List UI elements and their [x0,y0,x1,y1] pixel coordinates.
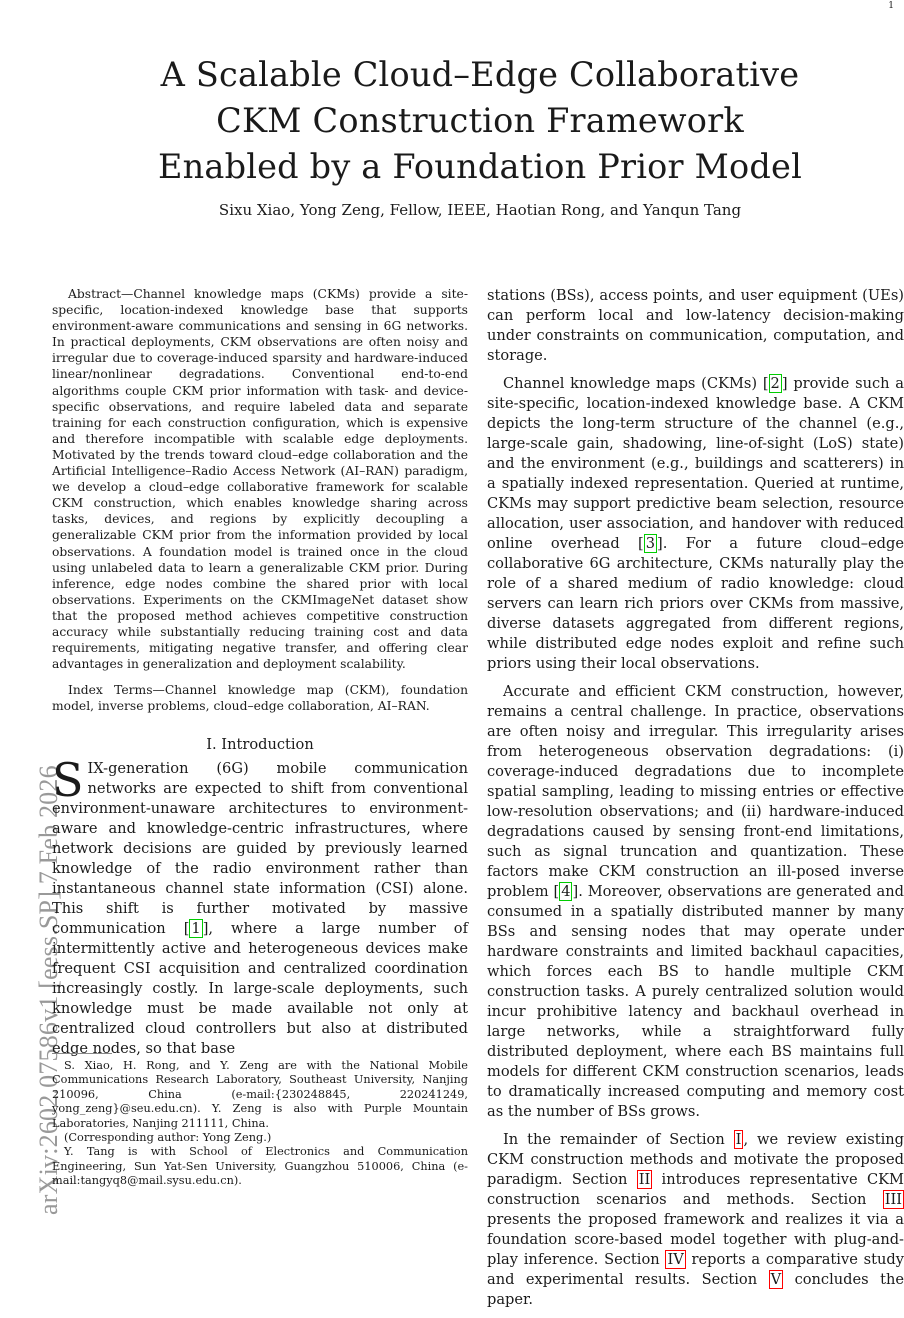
citation-link[interactable]: 4 [561,883,571,900]
text-run: concludes the paper. [487,1271,904,1308]
title-line: CKM Construction Framework [216,101,744,140]
paragraph: Accurate and efficient CKM construction, however, remains a central challenge. In practice, observations are often noisy and irregular. This irregularity arises from heterogeneous observation degradations: (i) coverage-induced degradations due to incomplete spatial sampling, leading to missing entries or effective low-resolution observations; and (ii) hardware-induced degradations caused by sensing front-end limitations, such as signal truncation and quantization. These factors make CKM construction an ill-posed inverse problem [ 4 ]. Moreover, observations are generated and consumed in a spatially distributed manner by many BSs and sensing nodes that may operate under hardware constraints and limited backhaul capacities, which forces each BS to handle multiple CKM construction tasks. A purely centralized solution would incur prohibitive latency and backhaul overhead in large networks, while a straightforward fully distributed deployment, where each BS maintains full models for different CKM construction scenarios, leads to dramatically increased computing and memory cost as the number of BSs grows. [487,683,904,1120]
text-run: Accurate and efficient CKM construction, however, remains a central challenge. In practice, observations are often noisy and irregular. This irregularity arises from heterogeneous observation degradations: (i) coverage-induced degradations due to incomplete spatial sampling, leading to missing entries or effective low-resolution observations; and (ii) hardware-induced degradations caused by sensing front-end limitations, such as signal truncation and quantization. These factors make CKM construction an ill-posed inverse problem [487,683,904,900]
abstract [52,286,468,672]
text-run: introduces representative CKM construction scenarios and methods. Section [487,1171,904,1208]
page-number: 1 [888,1,894,11]
text-run: , where a large number of intermittently active and heterogeneous devices make frequent CSI acquisition and centralized coordination increasingly costly. In large-scale deployments, such knowledge must be made available not only at centralized cloud controllers but also at distributed edge nodes, so that base [52,920,468,1058]
author-list: Sixu Xiao, Yong Zeng, Fellow, IEEE, Haotian Rong, and Yanqun Tang [218,201,742,219]
footnote-rule [52,1053,112,1054]
section-link[interactable]: V [770,1271,782,1288]
title-line: A Scalable Cloud–Edge Collaborative [160,55,800,94]
text-run: IX-generation (6G) mobile communication networks are expected to shift from conventional environment-unaware architectures to environment-aware and knowledge-centric infrastructures, where network decisions are guided by previously learned knowledge of the radio environment rather than instantaneous channel state information (CSI) alone. This shift is further motivated by massive communication [52,760,468,938]
right-column [487,286,904,1318]
index-terms-text: Index Terms—Channel knowledge map (CKM), foundation model, inverse problems, cloud–edge collaboration, AI–RAN. [52,683,468,714]
text-run: , we review existing CKM construction methods and motivate the proposed paradigm. Section [487,1131,904,1188]
citation-link[interactable]: 3 [645,535,656,552]
citation-link[interactable]: 2 [770,375,780,392]
section-link[interactable]: I [735,1131,742,1148]
abstract-text: Abstract—Channel knowledge maps (CKMs) provide a site-specific, location-indexed knowledge base that supports environment-aware communications and sensing in 6G networks. In practical deployments, CKM observations are often noisy and irregular due to coverage-induced sparsity and hardware-induced linear/nonlinear degradations. Conventional end-to-end algorithms couple CKM prior information with task- and device-specific observations, and require labeled data and separate training for each construction configuration, which is expensive and therefore incompatible with scalable edge deployments. Motivated by the trends toward cloud–edge collaboration and the Artificial Intelligence–Radio Access Network (AI–RAN) paradigm, we develop a cloud–edge collaborative framework for scalable CKM construction, which enables knowledge sharing across tasks, devices, and regions by explicitly decoupling a generalizable CKM prior from the information provided by local observations. A foundation model is trained once in the cloud using unlabeled data to learn a generalizable CKM prior. During inference, edge nodes combine the shared prior with local observations. Experiments on the CKMImageNet dataset show that the proposed method achieves competitive construction accuracy while substantially reducing training cost and data requirements, mitigating negative transfer, and offering clear advantages in generalization and deployment scalability. [52,287,468,672]
text-run: . Moreover, observations are generated and consumed in a spatially distributed manner by many BSs and sensing nodes that may operate under hardware constraints and limited backhaul capacities, which forces each BS to handle multiple CKM construction tasks. A purely centralized solution would incur prohibitive latency and backhaul overhead in large networks, while a straightforward fully distributed deployment, where each BS maintains full models for different CKM construction scenarios, leads to dramatically increased computing and memory cost as the number of BSs grows. [487,883,904,1120]
arxiv-identifier: arXiv:2602.07586v1 [eess.SP] 7 Feb 2026 [34,765,63,1215]
index-terms [52,682,468,714]
paragraph: Channel knowledge maps (CKMs) [ 2 ] provide such a site-specific, location-indexed knowledge base. A CKM depicts the long-term structure of the channel (e.g., large-scale gain, shadowing, line-of-sight (LoS) state) and the environment (e.g., buildings and scatterers) in a spatially indexed representation. Queried at runtime, CKMs may support predictive beam selection, resource allocation, user association, and handover with reduced online overhead [ 3 ]. For a future cloud–edge collaborative 6G architecture, CKMs naturally play the role of a shared medium of radio knowledge: cloud servers can learn rich priors over CKMs from massive, diverse datasets aggregated from different regions, while distributed edge nodes exploit and refine such priors using their local observations. [487,375,904,672]
footnote: (Corresponding author: Yong Zeng.) [64,1131,272,1145]
text-run: Channel knowledge maps (CKMs) [503,375,763,392]
text-run: reports a comparative study and experimental results. Section [487,1251,904,1288]
section-link[interactable]: IV [667,1251,684,1268]
footnote: Y. Tang is with School of Electronics and Communication Engineering, Sun Yat-Sen University, Guangzhou 510006, China (e-mail:tangyq8@mail.sysu.edu.cn). [52,1145,468,1188]
citation-link[interactable]: 1 [191,920,201,938]
left-column [52,286,468,1059]
drop-cap: S [52,753,84,808]
text-run: . For a future cloud–edge collaborative 6G architecture, CKMs naturally play the role of a shared medium of radio knowledge: cloud servers can learn rich priors over CKMs from massive, diverse datasets aggregated from different regions, while distributed edge nodes exploit and refine such priors using their local observations. [487,535,904,672]
text-run: provide such a site-specific, location-indexed knowledge base. A CKM depicts the long-term structure of the channel (e.g., large-scale gain, shadowing, line-of-sight (LoS) state) and the environment (e.g., buildings and scatterers) in a spatially indexed representation. Queried at runtime, CKMs may support predictive beam selection, resource allocation, user association, and handover with reduced online overhead [487,375,904,552]
text-run: presents the proposed framework and realizes it via a foundation score-based model together with plug-and-play inference. Section [487,1211,904,1268]
intro-paragraph: SIX-generation (6G) mobile communication networks are expected to shift from conventional environment-unaware architectures to environment-aware and knowledge-centric infrastructures, where network decisions are guided by previously learned knowledge of the radio environment rather than instantaneous channel state information (CSI) alone. This shift is further motivated by massive communication [ 1 ], where a large number of intermittently active and heterogeneous devices make frequent CSI acquisition and centralized coordination increasingly costly. In large-scale deployments, such knowledge must be made available not only at centralized cloud controllers but also at distributed edge nodes, so that base [52,753,468,1058]
paragraph [487,1130,904,1310]
paper-title [120,52,840,190]
title-line: Enabled by a Foundation Prior Model [158,147,802,186]
paragraph: stations (BSs), access points, and user equipment (UEs) can perform local and low-latency decision-making under constraints on communication, computation, and storage. [487,287,904,364]
footnote: S. Xiao, H. Rong, and Y. Zeng are with the National Mobile Communications Research Laboratory, Southeast University, Nanjing 210096, China (e-mail:{230248845, 220241249, yong_zeng}@seu.edu.cn). Y. Zeng is also with Purple Mountain Laboratories, Nanjing 211111, China. [52,1059,468,1130]
footnotes [52,1059,468,1189]
section-heading: I. Introduction [206,736,314,754]
section-link[interactable]: III [884,1191,902,1208]
text-run: In the remainder of Section [503,1131,734,1148]
section-link[interactable]: II [638,1171,651,1188]
